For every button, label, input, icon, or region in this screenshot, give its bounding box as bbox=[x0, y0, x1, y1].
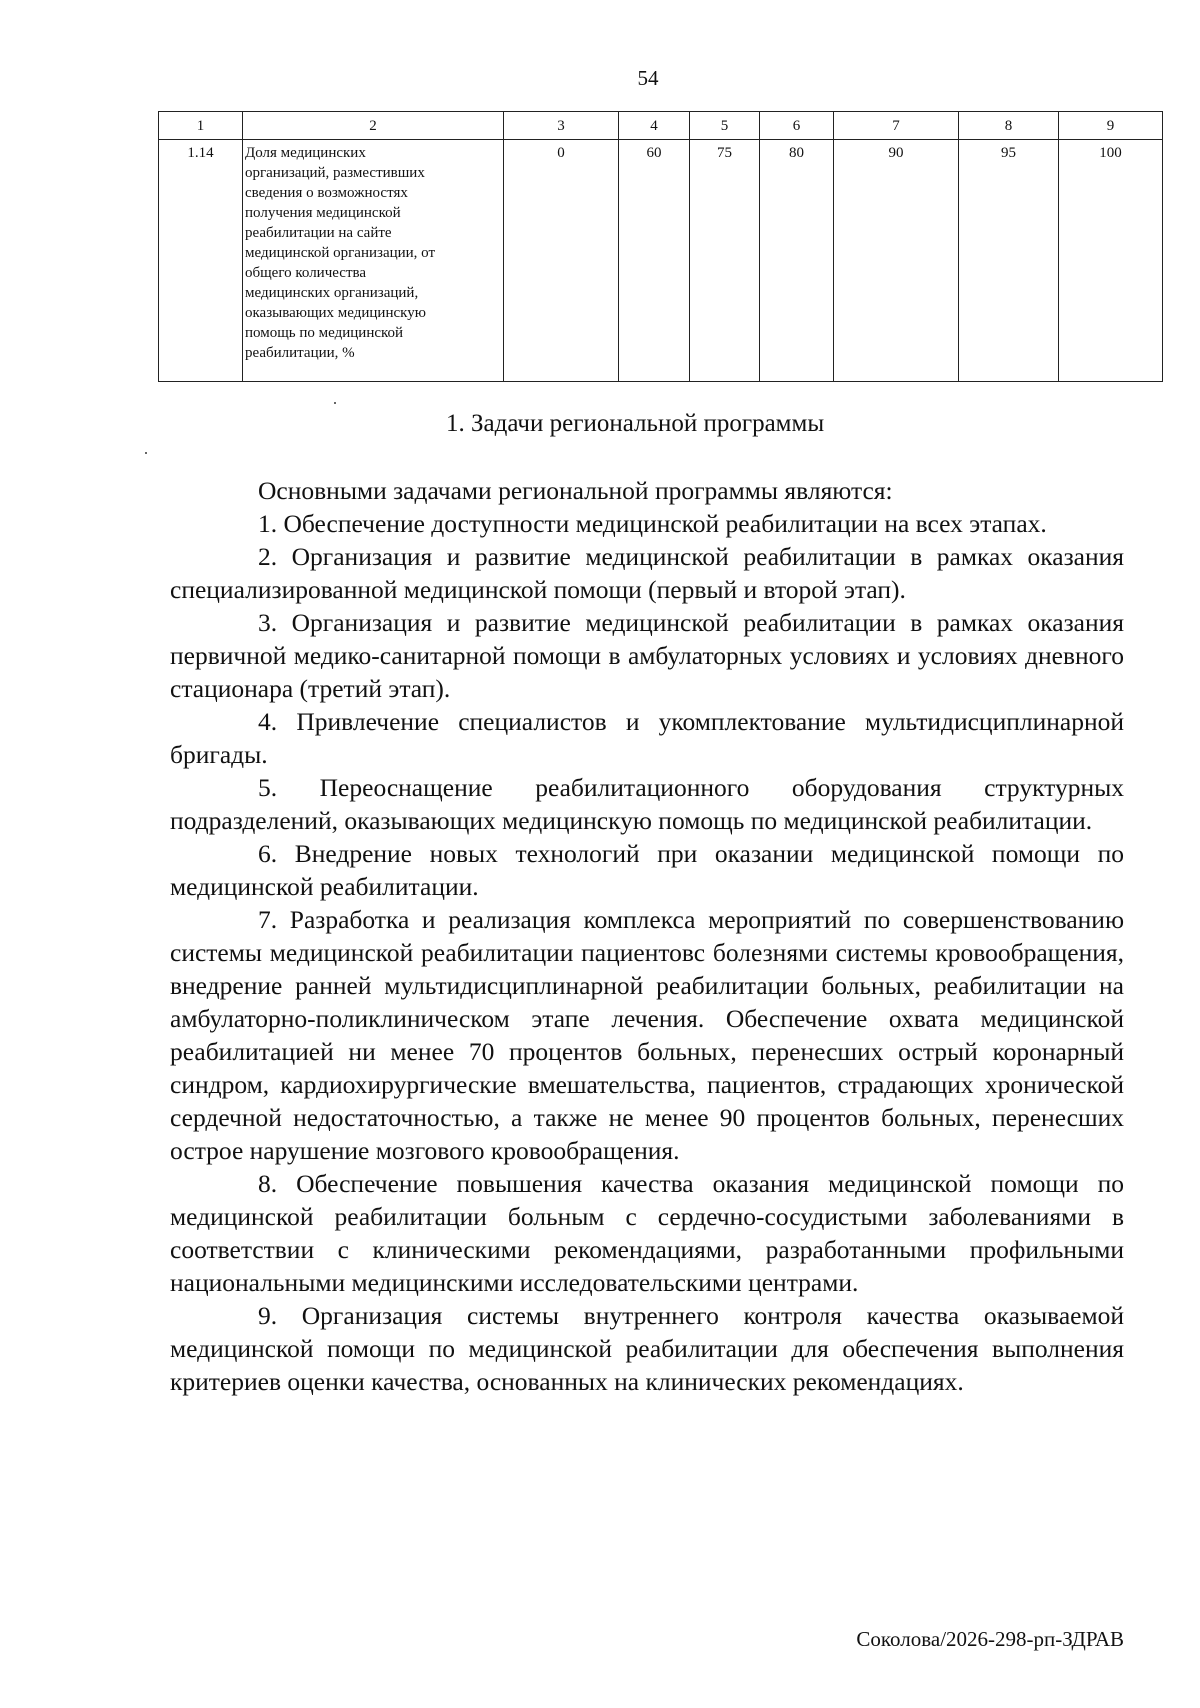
scan-speck bbox=[145, 452, 147, 454]
column-header: 6 bbox=[760, 112, 834, 140]
tasks-body bbox=[170, 474, 1124, 1398]
task-item: 7. Разработка и реализация комплекса мероприятий по совершенствованию системы медицинской реабилитации пациентовс болезнями системы кровообращения, внедрение ранней мультидисциплинарной реабилитации больных, реабилитации на амбулаторно-поликлиническом этапе лечения. Обеспечение охвата медицинской реабилитацией ни менее 70 процентов больных, перенесших острый коронарный синдром, кардиохирургические вмешательства, пациентов, страдающих хронической сердечной недостаточностью, а также не менее 90 процентов больных, перенесших острое нарушение мозгового кровообращения. bbox=[170, 905, 1124, 1165]
row-code: 1.14 bbox=[159, 140, 243, 382]
table-row bbox=[159, 140, 1163, 382]
row-value: 100 bbox=[1059, 140, 1163, 382]
column-header: 1 bbox=[159, 112, 243, 140]
row-value: 90 bbox=[834, 140, 959, 382]
row-value: 60 bbox=[619, 140, 690, 382]
scan-speck bbox=[334, 402, 336, 404]
tasks-intro: Основными задачами региональной программы являются: bbox=[258, 476, 893, 505]
task-item: 4. Привлечение специалистов и укомплектование мультидисциплинарной бригады. bbox=[170, 707, 1124, 769]
column-header: 7 bbox=[834, 112, 959, 140]
column-header: 3 bbox=[504, 112, 619, 140]
task-item: 1. Обеспечение доступности медицинской реабилитации на всех этапах. bbox=[258, 509, 1047, 538]
column-header: 9 bbox=[1059, 112, 1163, 140]
table-header-row bbox=[159, 112, 1163, 140]
column-header: 8 bbox=[959, 112, 1059, 140]
task-item: 5. Переоснащение реабилитационного оборудования структурных подразделений, оказывающих медицинскую помощь по медицинской реабилитации. bbox=[170, 773, 1124, 835]
task-item: 3. Организация и развитие медицинской реабилитации в рамках оказания первичной медико-санитарной помощи в амбулаторных условиях и условиях дневного стационара (третий этап). bbox=[170, 608, 1124, 703]
row-value: 95 bbox=[959, 140, 1059, 382]
task-item: 6. Внедрение новых технологий при оказании медицинской помощи по медицинской реабилитации. bbox=[170, 839, 1124, 901]
row-value: 80 bbox=[760, 140, 834, 382]
task-item: 8. Обеспечение повышения качества оказания медицинской помощи по медицинской реабилитации больным с сердечно-сосудистыми заболеваниями в соответствии с клиническими рекомендациями, разработанными профильными национальными медицинскими исследовательскими центрами. bbox=[170, 1169, 1124, 1297]
column-header: 5 bbox=[690, 112, 760, 140]
indicator-table bbox=[158, 111, 1163, 382]
row-value: 0 bbox=[504, 140, 619, 382]
column-header: 4 bbox=[619, 112, 690, 140]
task-item: 2. Организация и развитие медицинской реабилитации в рамках оказания специализированной медицинской помощи (первый и второй этап). bbox=[170, 542, 1124, 604]
row-indicator-name: Доля медицинских организаций, разместивших сведения о возможностях получения медицинской реабилитации на сайте медицинской организации, от общего количества медицинских организаций, оказывающих медицинскую помощь по медицинской реабилитации, % bbox=[243, 140, 504, 382]
section-title: 1. Задачи региональной программы bbox=[446, 410, 825, 437]
page-number: 54 bbox=[637, 66, 659, 90]
column-header: 2 bbox=[243, 112, 504, 140]
document-footer-code: Соколова/2026-298-рп-ЗДРАВ bbox=[856, 1627, 1124, 1651]
row-value: 75 bbox=[690, 140, 760, 382]
task-item: 9. Организация системы внутреннего контроля качества оказываемой медицинской помощи по медицинской реабилитации для обеспечения выполнения критериев оценки качества, основанных на клинических рекомендациях. bbox=[170, 1301, 1124, 1396]
